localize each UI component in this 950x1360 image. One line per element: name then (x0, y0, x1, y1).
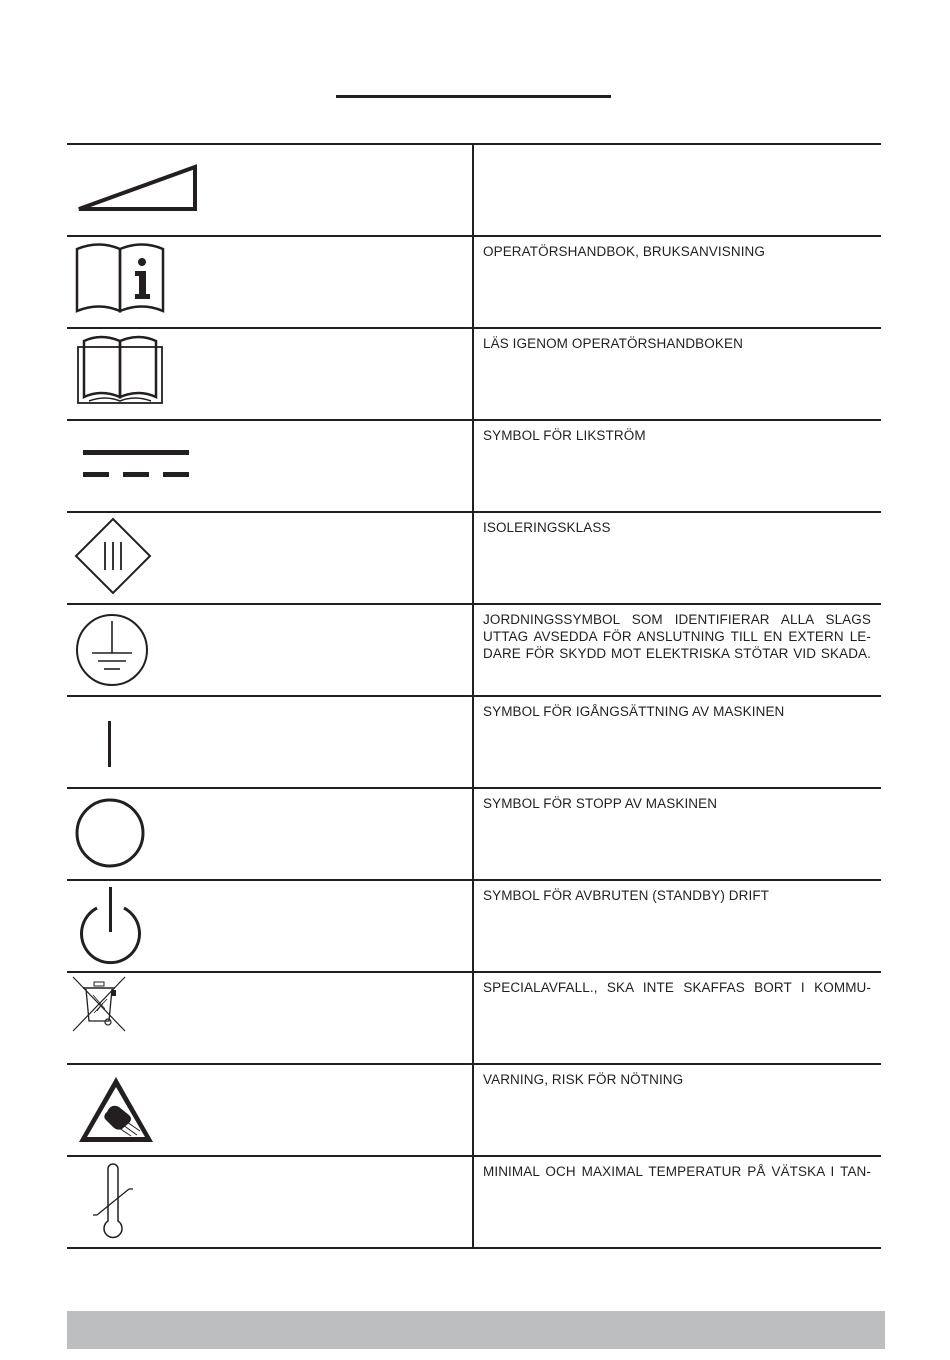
symbol-description: SYMBOL FÖR LIKSTRÖM (483, 428, 646, 443)
symbol-row (67, 787, 881, 879)
symbol-description: SYMBOL FÖR IGÅNGSÄTTNING AV MASKINEN (483, 704, 785, 719)
column-divider (472, 605, 474, 695)
symbol-row (67, 235, 881, 327)
operator-manual-info-icon (67, 237, 472, 327)
column-divider (472, 1157, 474, 1247)
symbol-description: SPECIALAVFALL., SKA INTE SKAFFAS BORT I KOMMU- (483, 980, 871, 995)
standby-icon (67, 881, 472, 971)
column-divider (472, 973, 474, 1063)
symbol-row (67, 695, 881, 787)
symbol-row (67, 327, 881, 419)
symbol-row (67, 603, 881, 695)
column-divider (472, 329, 474, 419)
symbol-row (67, 879, 881, 971)
title-underline (336, 95, 611, 98)
protective-earth-icon (67, 605, 472, 695)
symbol-row (67, 971, 881, 1063)
column-divider (472, 237, 474, 327)
footer-bar (67, 1311, 885, 1349)
column-divider (472, 881, 474, 971)
symbol-row (67, 1155, 881, 1249)
power-off-icon (67, 789, 472, 879)
symbol-row (67, 1063, 881, 1155)
column-divider (472, 789, 474, 879)
direct-current-icon (67, 421, 472, 511)
wedge-ramp-icon (67, 145, 472, 235)
symbol-description: MINIMAL OCH MAXIMAL TEMPERATUR PÅ VÄTSKA I TAN- (483, 1164, 871, 1179)
column-divider (472, 145, 474, 235)
column-divider (472, 1065, 474, 1155)
read-manual-icon (67, 329, 472, 419)
symbol-description: VARNING, RISK FÖR NÖTNING (483, 1072, 684, 1087)
symbol-description: LÄS IGENOM OPERATÖRSHANDBOKEN (483, 336, 743, 351)
symbol-row (67, 419, 881, 511)
symbol-description: OPERATÖRSHANDBOK, BRUKSANVISNING (483, 244, 765, 259)
symbol-description: ISOLERINGSKLASS (483, 520, 611, 535)
power-on-icon (67, 697, 472, 787)
symbol-row (67, 511, 881, 603)
abrasion-warning-icon (67, 1065, 472, 1155)
symbol-table (67, 143, 881, 1249)
column-divider (472, 513, 474, 603)
symbol-description: SYMBOL FÖR AVBRUTEN (STANDBY) DRIFT (483, 888, 770, 903)
symbol-row (67, 143, 881, 235)
symbol-description: SYMBOL FÖR STOPP AV MASKINEN (483, 796, 718, 811)
thermometer-icon (67, 1157, 472, 1247)
crossed-out-bin-icon (67, 973, 472, 1063)
column-divider (472, 421, 474, 511)
column-divider (472, 697, 474, 787)
symbol-description: JORDNINGSSYMBOL SOM IDENTIFIERAR ALLA SLAGS UTTAG AVSEDDA FÖR ANSLUTNING TILL EN EXTERN LE-DARE FÖR SKYDD MOT ELEKTRISKA STÖTAR VID SKADA. (483, 612, 871, 661)
insulation-class-icon (67, 513, 472, 603)
